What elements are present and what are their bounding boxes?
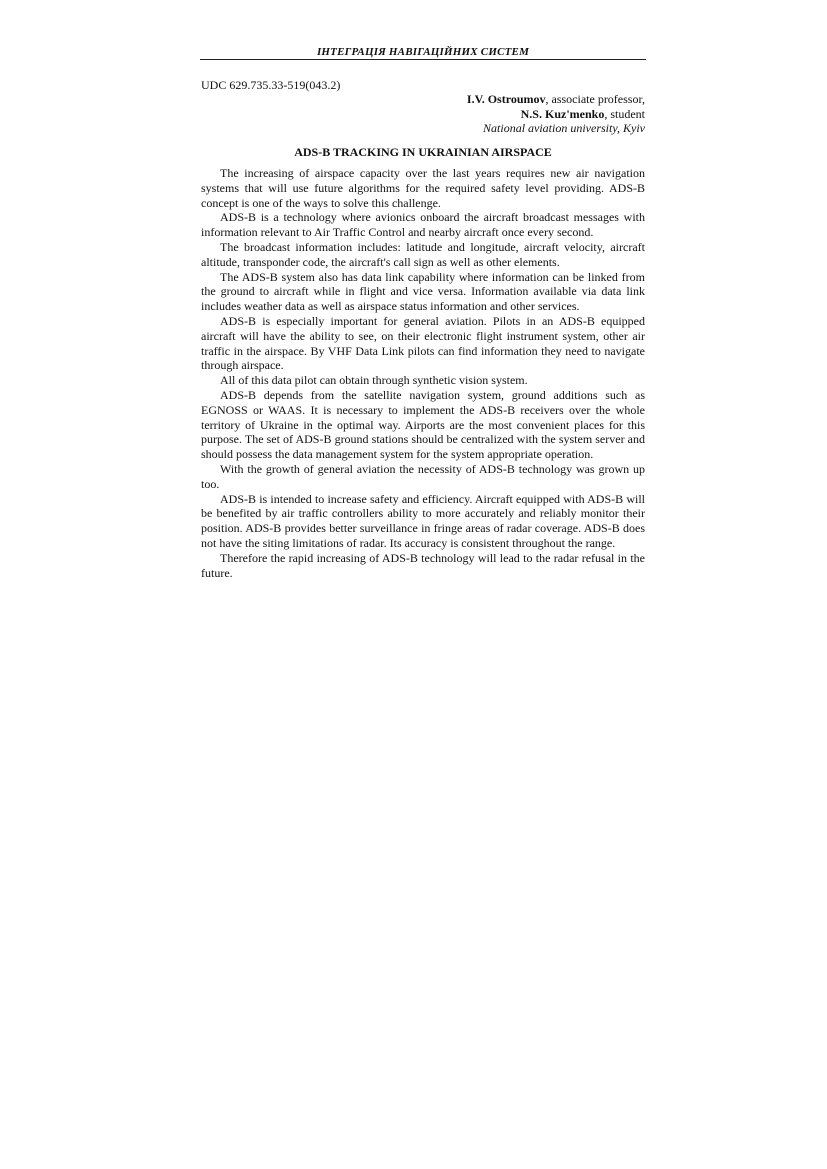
running-header: ІНТЕГРАЦІЯ НАВІГАЦІЙНИХ СИСТЕМ [200,46,646,60]
paragraph: ADS-B is especially important for general aviation. Pilots in an ADS-B equipped aircraft will have the ability to see, on their electronic flight instrument system, other air traffic in the airspace. By VHF Data Link pilots can find information they need to navigate through airspace. [201,313,645,373]
udc-code: UDC 629.735.33-519(043.2) [201,78,341,92]
author-name: I.V. Ostroumov [466,92,546,106]
author-name: N.S. Kuz'menko [520,106,605,121]
author-block [400,92,645,136]
author-role: , associate professor, [545,92,645,106]
author-role: , student [604,106,645,121]
paper-title: ADS-B TRACKING IN UKRAINIAN AIRSPACE [294,145,552,159]
paragraph: The broadcast information includes: latitude and longitude, aircraft velocity, aircraft altitude, transponder code, the aircraft's call sign as well as other elements. [201,239,645,269]
paragraph: ADS-B is a technology where avionics onboard the aircraft broadcast messages with information relevant to Air Traffic Control and nearby aircraft once every second. [201,210,645,240]
paragraph: The increasing of airspace capacity over the last years requires new air navigation systems that will use future algorithms for the required safety level providing. ADS-B concept is one of the ways to solve this challenge. [201,166,645,210]
paragraph: All of this data pilot can obtain through synthetic vision system. [220,373,528,388]
paragraph: The ADS-B system also has data link capability where information can be linked from the ground to aircraft while in flight and vice versa. Information available via data link includes weather data as well as airspace status information and other services. [201,269,645,314]
paragraph: ADS-B is intended to increase safety and efficiency. Aircraft equipped with ADS-B will be benefited by air traffic controllers ability to more accurately and reliably monitor their position. ADS-B provides better surveillance in fringe areas of radar coverage. ADS-B does not have the siting limitations of radar. Its accuracy is consistent throughout the range. [201,491,645,550]
author-line-2 [400,107,645,122]
paragraph: With the growth of general aviation the necessity of ADS-B technology was grown up too. [201,461,645,491]
paragraph: Therefore the rapid increasing of ADS-B technology will lead to the radar refusal in the future. [201,550,645,580]
affiliation: National aviation university, Kyiv [483,121,645,135]
paragraph: ADS-B depends from the satellite navigation system, ground additions such as EGNOSS or WAAS. It is necessary to implement the ADS-B receivers over the whole territory of Ukraine in the optimal way. Airports are the most convenient places for this purpose. The set of ADS-B ground stations should be centralized with the system server and should possess the data management system for the system appropriate operation. [201,387,645,462]
body-text [201,166,645,580]
author-line-1 [400,92,645,107]
